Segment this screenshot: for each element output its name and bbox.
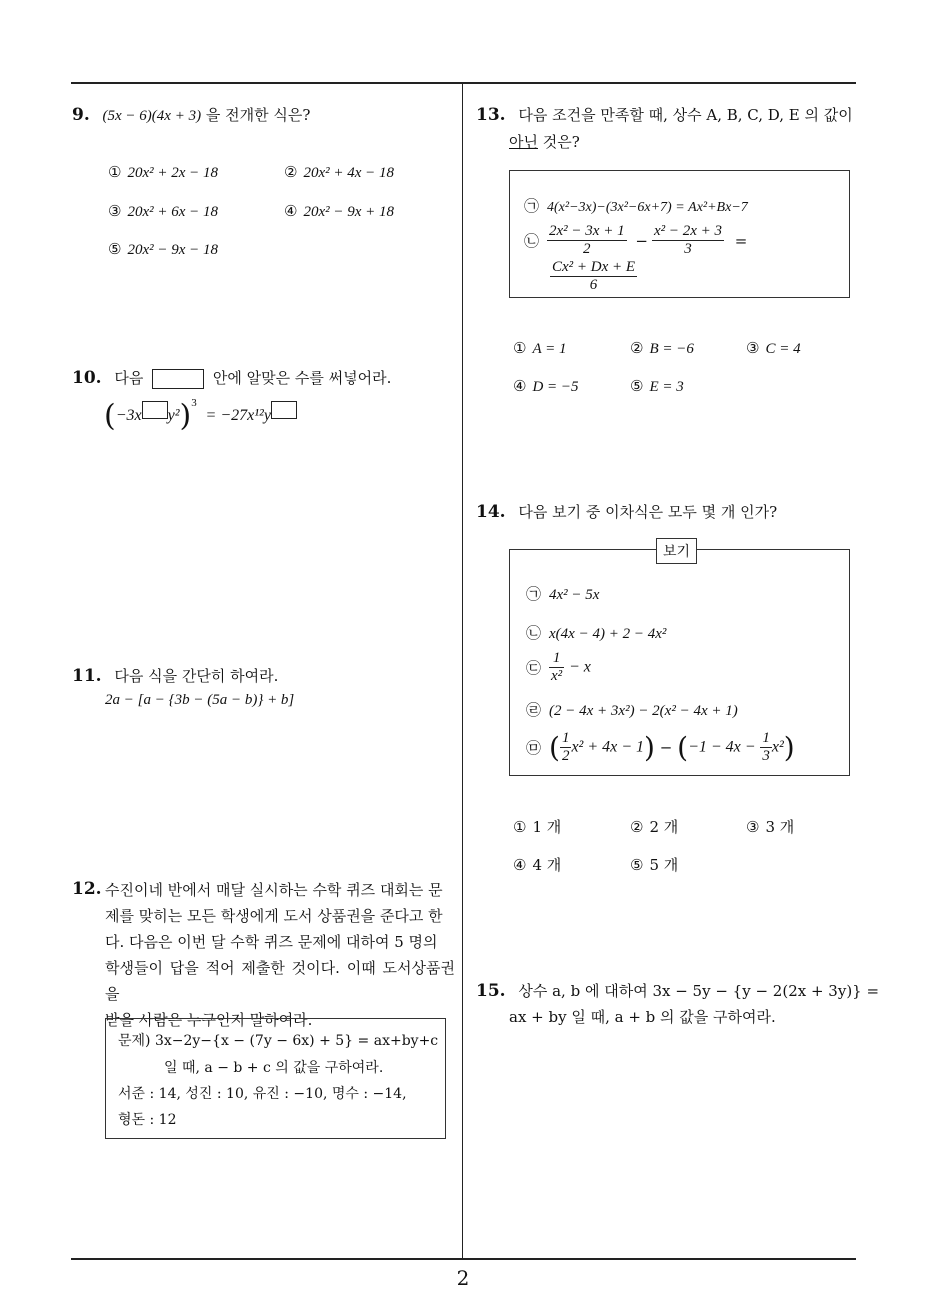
example-box-title: 보기: [656, 538, 697, 564]
question-15: [476, 978, 879, 1004]
option-text: 4 개: [532, 856, 562, 874]
item-marker: ㉠: [526, 585, 542, 603]
example-item-1: [526, 583, 599, 604]
equation-left-a: −3x: [115, 407, 142, 424]
question-12-number: [72, 879, 110, 899]
option-4[interactable]: [513, 377, 579, 396]
box-line: 문제) 3x−2y−{x − (7y − 6x) + 5} = ax+by+c: [118, 1033, 439, 1049]
option-text: 2 개: [649, 818, 679, 836]
stem-underlined: 아닌: [509, 133, 538, 151]
option-marker: ④: [513, 856, 527, 874]
question-14-example-box: [509, 549, 850, 776]
stem-line: 제를 맞히는 모든 학생에게 도서 상품권을 준다고 한: [105, 907, 443, 925]
question-15-line2: ax + by 일 때, a + b 의 값을 구하여라.: [509, 1008, 776, 1026]
option-2[interactable]: [284, 163, 394, 182]
question-14: [476, 499, 777, 525]
option-1[interactable]: [108, 163, 218, 182]
condition-marker: ㉠: [524, 197, 540, 215]
option-1[interactable]: [513, 339, 566, 358]
stem-line: 받을 사람은 누구인지 말하여라.: [105, 1011, 313, 1029]
option-marker: ⑤: [630, 856, 644, 874]
bottom-rule: [71, 1258, 856, 1260]
option-2[interactable]: [630, 816, 678, 837]
item-text: 4x² − 5x: [549, 587, 600, 603]
question-number: 15.: [476, 981, 506, 1001]
stem-line: 학생들이 답을 적어 제출한 것이다. 이때 도서상품권을: [105, 959, 455, 1003]
option-marker: ②: [630, 339, 644, 357]
option-text: 20x² − 9x − 18: [127, 242, 219, 258]
fraction: [760, 730, 772, 765]
denominator: 3: [762, 748, 770, 764]
equation-left-b: y²: [167, 407, 180, 424]
operator: =: [734, 231, 748, 250]
condition-2-rhs: [550, 259, 637, 294]
stem-line: 다. 다음은 이번 달 수학 퀴즈 문제에 대하여 5 명의: [105, 933, 438, 951]
condition-2: [524, 223, 747, 258]
option-3[interactable]: [108, 202, 218, 221]
option-3[interactable]: [746, 339, 801, 358]
option-2[interactable]: [630, 339, 694, 358]
numerator: 1: [549, 650, 564, 668]
box-line: 서준 : 14, 성진 : 10, 유진 : −10, 명수 : −14,: [118, 1086, 407, 1102]
question-number: 11.: [72, 666, 102, 686]
page-number: 2: [456, 1266, 470, 1290]
question-10-equation: (−3x y²)$^3$ = −27x¹²y: [104, 397, 297, 434]
item-marker: ㉣: [526, 701, 542, 719]
column-divider: [462, 83, 463, 1258]
option-4[interactable]: [513, 854, 561, 875]
option-marker: ②: [630, 818, 644, 836]
option-text: B = −6: [649, 341, 694, 357]
stem-line: 상수 a, b 에 대하여 3x − 5y − {y − 2(2x + 3y)} =: [518, 982, 880, 1000]
question-number: 9.: [72, 105, 90, 125]
denominator: 6: [589, 277, 598, 293]
question-11-expression: 2a − [a − {3b − (5a − b)} + b]: [105, 692, 295, 708]
item-text: x² + 4x − 1: [571, 738, 645, 756]
numerator: 1: [561, 730, 570, 746]
question-13-line2: [509, 129, 580, 155]
top-rule: [71, 82, 856, 84]
option-marker: ①: [513, 818, 527, 836]
option-text: 3 개: [765, 818, 795, 836]
denominator: 2: [583, 241, 591, 257]
stem-line: 다음 조건을 만족할 때, 상수 A, B, C, D, E 의 값이: [518, 106, 853, 124]
question-number: 12.: [72, 879, 102, 899]
box-line: 일 때, a − b + c 의 값을 구하여라.: [164, 1060, 384, 1076]
item-text: − x: [568, 658, 591, 676]
option-marker: ⑤: [108, 240, 122, 258]
stem-text: 다음 식을 간단히 하여라.: [114, 667, 279, 685]
numerator: Cx² + Dx + E: [552, 259, 636, 275]
option-marker: ②: [284, 163, 298, 181]
stem-pre: 다음: [114, 369, 144, 387]
item-text: −1 − 4x −: [688, 738, 756, 756]
blank-box[interactable]: [142, 401, 168, 419]
option-marker: ⑤: [630, 377, 644, 395]
blank-box[interactable]: [271, 401, 297, 419]
example-item-4: [526, 699, 738, 720]
question-11: [72, 663, 278, 689]
option-3[interactable]: [746, 816, 794, 837]
question-number: 13.: [476, 105, 506, 125]
question-13: [476, 102, 861, 128]
option-text: 1 개: [532, 818, 562, 836]
stem-rest: 것은?: [542, 133, 580, 151]
item-marker: ㉤: [526, 739, 542, 757]
box-line: 형돈 : 12: [118, 1112, 177, 1128]
stem-post: 안에 알맞은 수를 써넣어라.: [212, 369, 392, 387]
option-marker: ④: [513, 377, 527, 395]
option-marker: ①: [108, 163, 122, 181]
item-text: x(4x − 4) + 2 − 4x²: [549, 626, 667, 642]
option-marker: ③: [746, 339, 760, 357]
operator: −: [659, 738, 673, 757]
question-13-condition-box: [509, 170, 850, 298]
question-number: 10.: [72, 368, 102, 388]
option-text: 20x² − 9x + 18: [303, 204, 395, 220]
equation-right: = −27x¹²y: [205, 407, 271, 424]
question-12-problem-box: [105, 1018, 446, 1139]
option-5[interactable]: [630, 377, 684, 396]
option-text: C = 4: [765, 341, 801, 357]
option-text: 20x² + 2x − 18: [127, 165, 219, 181]
numerator: 2x² − 3x + 1: [549, 223, 625, 239]
stem-text: 다음 보기 중 이차식은 모두 몇 개 인가?: [518, 503, 778, 521]
question-number: 14.: [476, 502, 506, 522]
option-text: D = −5: [532, 379, 579, 395]
option-text: A = 1: [532, 341, 567, 357]
option-5[interactable]: [630, 854, 678, 875]
condition-text: 4(x²−3x)−(3x²−6x+7) = Ax²+Bx−7: [547, 200, 748, 215]
condition-marker: ㉡: [524, 232, 540, 250]
question-12-stem: [105, 877, 455, 1033]
option-marker: ③: [746, 818, 760, 836]
item-text: (2 − 4x + 3x²) − 2(x² − 4x + 1): [549, 703, 738, 719]
blank-box: [152, 369, 204, 389]
numerator: 1: [762, 730, 770, 746]
option-text: 20x² + 4x − 18: [303, 165, 395, 181]
option-4[interactable]: [284, 202, 394, 221]
option-1[interactable]: [513, 816, 561, 837]
stem-line: 수진이네 반에서 매달 실시하는 수학 퀴즈 대회는 문: [105, 881, 443, 899]
stem-text: 을 전개한 식은?: [205, 106, 311, 124]
example-item-2: [526, 622, 666, 643]
option-marker: ①: [513, 339, 527, 357]
option-marker: ④: [284, 202, 298, 220]
stem-expression: (5x − 6)(4x + 3): [102, 108, 202, 124]
condition-1: [524, 195, 748, 216]
item-marker: ㉡: [526, 624, 542, 642]
fraction: [560, 730, 572, 765]
denominator: 3: [684, 241, 692, 257]
fraction: [550, 259, 637, 294]
denominator: 2: [561, 748, 570, 764]
numerator: x² − 2x + 3: [653, 223, 722, 239]
denominator: x²: [551, 668, 563, 684]
operator: −: [635, 231, 648, 250]
option-marker: ③: [108, 202, 122, 220]
question-10: [72, 365, 391, 391]
equation-power: 3: [191, 397, 197, 409]
option-text: 5 개: [649, 856, 679, 874]
option-5[interactable]: [108, 240, 218, 259]
example-item-3: [526, 650, 591, 685]
option-text: 20x² + 6x − 18: [127, 204, 219, 220]
option-text: E = 3: [649, 379, 684, 395]
item-marker: ㉢: [526, 659, 542, 677]
item-text: x²: [771, 738, 784, 756]
fraction: [549, 650, 564, 685]
fraction: [652, 223, 724, 258]
fraction: [547, 223, 627, 258]
example-item-5: ㉤ ( $\frac{1}{2}$ x² + 4x − 1) − (−1 − 4x − $\frac{1}{3}$ x²): [526, 730, 795, 764]
question-9: [72, 102, 310, 128]
